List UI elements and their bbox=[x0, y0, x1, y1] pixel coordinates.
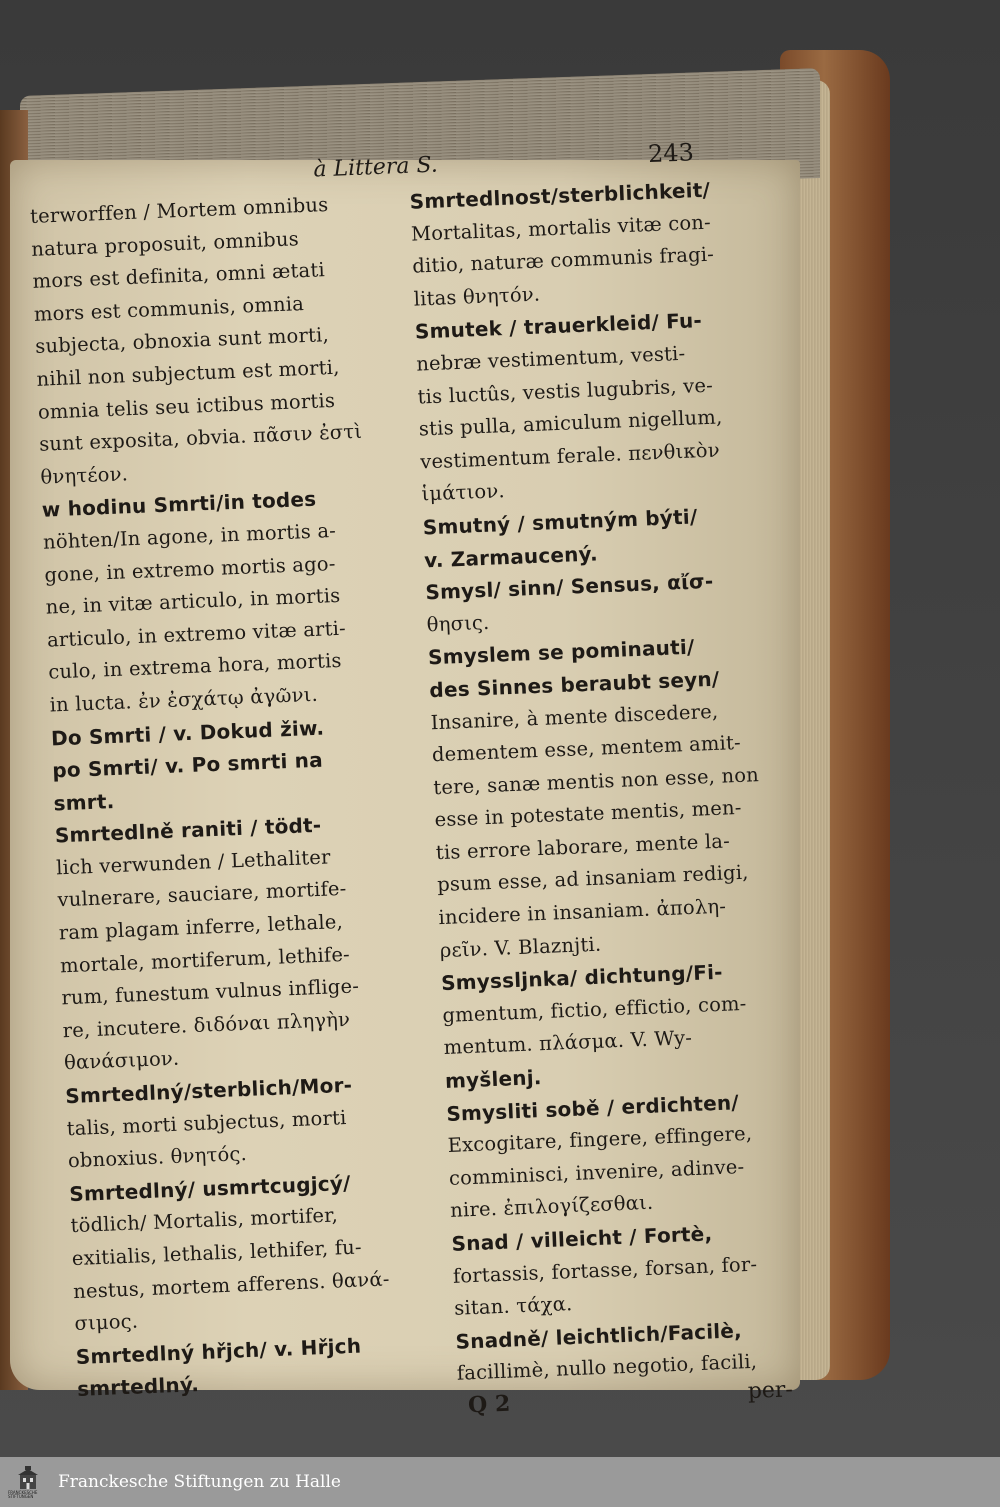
text-line: incidere in insaniam. ἀπολη- bbox=[438, 894, 727, 930]
text-line: mors est communis, omnia bbox=[33, 291, 305, 326]
text-line: exitialis, lethalis, lethifer, fu- bbox=[71, 1235, 363, 1271]
text-line: nebræ vestimentum, vesti- bbox=[415, 341, 686, 376]
text-line: subjecta, obnoxia sunt morti, bbox=[34, 323, 330, 359]
running-head: à Littera S. bbox=[312, 152, 439, 183]
text-line: Snadně/ leichtlich/Facilè, bbox=[455, 1318, 743, 1354]
left-column bbox=[29, 187, 437, 1406]
text-line: tödlich/ Mortalis, mortifer, bbox=[70, 1203, 339, 1238]
text-line: re, incutere. διδόναι πληγὴν bbox=[62, 1007, 351, 1043]
text-line: Smysl/ sinn/ Sensus, αἴσ- bbox=[424, 568, 714, 605]
building-icon bbox=[16, 1465, 40, 1491]
text-line: litas θνητόν. bbox=[413, 282, 541, 311]
text-line: natura proposuit, omnibus bbox=[30, 226, 300, 261]
text-line: Smyslem se pominauti/ bbox=[427, 634, 695, 670]
institution-logo[interactable] bbox=[8, 1462, 48, 1502]
text-line: ram plagam inferre, lethale, bbox=[58, 910, 344, 945]
text-line: Smrtedlný/ usmrtcugjcý/ bbox=[68, 1170, 352, 1206]
text-line: Smrtedlný/sterblich/Mor- bbox=[64, 1072, 353, 1109]
text-line: dementem esse, mentem amit- bbox=[431, 730, 742, 767]
text-line: comminisci, invenire, adinve- bbox=[448, 1154, 745, 1190]
signature-mark: Q 2 bbox=[467, 1390, 511, 1419]
text-line: Smutek / trauerkleid/ Fu- bbox=[414, 308, 703, 344]
text-line: esse in potestate mentis, men- bbox=[434, 796, 743, 832]
text-line: nöhten/In agone, in mortis a- bbox=[42, 518, 337, 554]
text-line: sunt exposita, obvia. πᾶσιν ἐστὶ bbox=[38, 419, 363, 456]
text-line: in lucta. ἐν ἐσχάτῳ ἀγῶνι. bbox=[49, 682, 319, 717]
text-line: des Sinnes beraubt seyn/ bbox=[428, 666, 720, 703]
text-line: terworffen / Mortem omnibus bbox=[29, 192, 329, 228]
text-line: ditio, naturæ communis fragi- bbox=[411, 242, 715, 278]
text-line: θανάσιμον. bbox=[63, 1047, 180, 1075]
text-line: facillimè, nullo negotio, facili, bbox=[456, 1350, 758, 1386]
text-line: nestus, mortem afferens. θανά- bbox=[72, 1266, 390, 1303]
text-line: nihil non subjectum est morti, bbox=[36, 355, 340, 391]
text-line: sitan. τάχα. bbox=[453, 1292, 573, 1320]
text-line: Smyssljnka/ dichtung/Fi- bbox=[440, 960, 724, 996]
text-line: tis luctûs, vestis lugubris, ve- bbox=[417, 373, 714, 409]
text-line: Smutný / smutným býti/ bbox=[422, 504, 698, 540]
text-line: ρεῖν. V. Blaznjti. bbox=[439, 932, 602, 962]
text-line: obnoxius. θνητός. bbox=[67, 1142, 248, 1173]
text-line: mortale, mortiferum, lethife- bbox=[59, 942, 351, 978]
text-line: Insanire, à mente discedere, bbox=[430, 699, 719, 734]
text-line: Excogitare, fingere, effingere, bbox=[447, 1121, 753, 1158]
text-line: po Smrti/ v. Po smrti na bbox=[51, 747, 324, 783]
text-line: Smrtedlnost/sterblichkeit/ bbox=[409, 177, 711, 214]
catchword: per- bbox=[747, 1377, 794, 1405]
right-column bbox=[409, 171, 817, 1390]
text-line: myšlenj. bbox=[444, 1065, 543, 1094]
footer-bar bbox=[0, 1457, 1000, 1507]
text-line: mors est definita, omni ætati bbox=[32, 258, 326, 294]
text-line: talis, morti subjectus, morti bbox=[66, 1105, 347, 1140]
text-line: Smrtedlný hřjch/ v. Hřjch bbox=[75, 1333, 362, 1369]
text-line: Smysliti sobě / erdichten/ bbox=[445, 1089, 740, 1126]
text-line: v. Zarmaucený. bbox=[423, 540, 599, 572]
text-line: θησις. bbox=[426, 610, 490, 637]
text-line: Smrtedlně raniti / tödt- bbox=[54, 813, 322, 848]
text-line: tere, sanæ mentis non esse, non bbox=[432, 762, 760, 799]
text-line: psum esse, ad insaniam redigi, bbox=[436, 861, 750, 897]
text-line: Mortalitas, mortalis vitæ con- bbox=[410, 210, 712, 246]
text-line: culo, in extrema hora, mortis bbox=[47, 649, 343, 684]
text-line: ne, in vitæ articulo, in mortis bbox=[45, 583, 341, 619]
text-line: articulo, in extremo vitæ arti- bbox=[46, 616, 347, 652]
text-line: gmentum, fictio, effictio, com- bbox=[442, 991, 747, 1027]
text-line: σιμος. bbox=[74, 1309, 139, 1336]
page-number: 243 bbox=[647, 138, 695, 169]
text-line: tis errore laborare, mente la- bbox=[435, 829, 731, 865]
text-line: mentum. πλάσμα. V. Wy- bbox=[443, 1026, 693, 1060]
text-line: vestimentum ferale. πενθικὸν bbox=[419, 438, 721, 474]
text-columns bbox=[29, 171, 817, 1406]
text-line: w hodinu Smrti/in todes bbox=[41, 487, 317, 523]
page-text bbox=[28, 135, 819, 1446]
text-line: vulnerare, sauciare, mortife- bbox=[57, 877, 347, 912]
text-line: smrtedlný. bbox=[76, 1372, 200, 1402]
text-line: lich verwunden / Lethaliter bbox=[55, 845, 331, 880]
text-line: ἱμάτιον. bbox=[421, 479, 506, 506]
text-line: nire. ἐπιλογίζεσθαι. bbox=[449, 1191, 654, 1223]
text-line: fortassis, fortasse, forsan, for- bbox=[452, 1252, 758, 1288]
text-line: gone, in extremo mortis ago- bbox=[43, 551, 336, 587]
text-line: Do Smrti / v. Dokud žiw. bbox=[50, 715, 325, 751]
text-line: θνητέον. bbox=[40, 461, 129, 489]
text-line: rum, funestum vulnus inflige- bbox=[60, 974, 360, 1010]
text-line: Snad / villeicht / Fortè, bbox=[451, 1221, 713, 1256]
text-line: omnia telis seu ictibus mortis bbox=[37, 388, 336, 424]
text-line: stis pulla, amiculum nigellum, bbox=[418, 405, 723, 441]
institution-name[interactable]: Franckesche Stiftungen zu Halle bbox=[58, 1472, 341, 1492]
text-line: smrt. bbox=[53, 788, 115, 816]
logo-text: FRANCKESCHE STIFTUNGEN bbox=[8, 1490, 38, 1499]
